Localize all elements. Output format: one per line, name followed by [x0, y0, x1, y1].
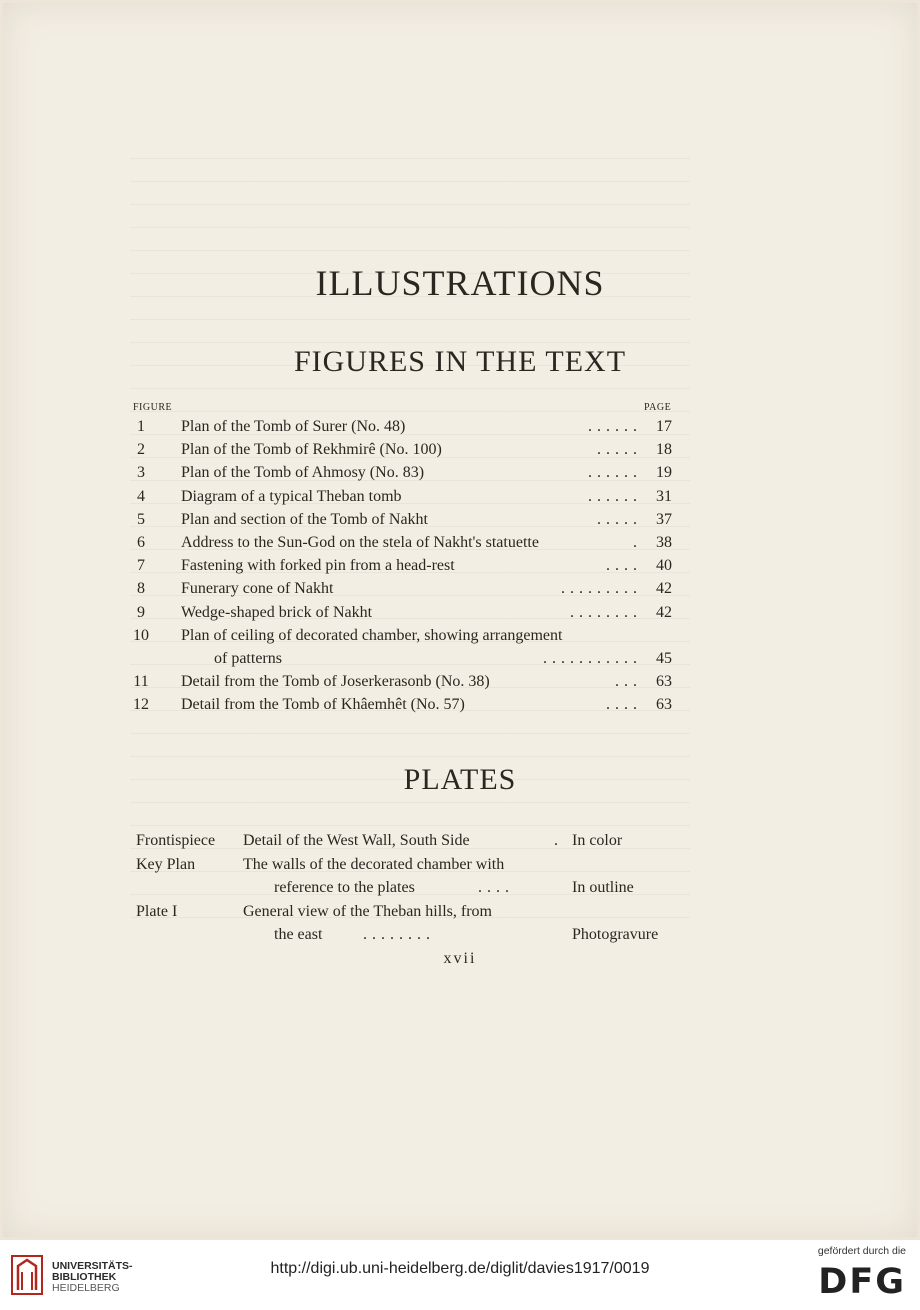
leader-dots: ...	[615, 673, 642, 691]
figure-number: 1	[137, 418, 145, 435]
figure-row	[132, 693, 672, 716]
figure-row	[132, 624, 672, 647]
plate-description: reference to the plates	[274, 879, 415, 896]
leader-dots: ....	[606, 696, 642, 714]
figure-page: 17	[656, 418, 672, 435]
plate-kind: In outline	[572, 879, 634, 896]
figure-page: 19	[656, 464, 672, 482]
figure-number: 12	[133, 696, 149, 714]
figure-row	[132, 461, 672, 484]
figure-title: Detail from the Tomb of Khâemhêt (No. 57)	[181, 696, 465, 714]
leader-dots: .	[554, 832, 563, 849]
plate-label: Plate I	[136, 902, 178, 920]
funded-by-label: gefördert durch die	[817, 1245, 906, 1257]
page-title: ILLUSTRATIONS	[315, 263, 605, 303]
figure-number: 8	[137, 580, 145, 598]
leader-dots: ......	[588, 487, 642, 505]
figure-row	[132, 485, 672, 508]
figure-column-label: FIGURE	[133, 402, 173, 413]
figure-row	[132, 647, 672, 670]
leader-dots: ....	[606, 557, 642, 575]
figure-number: 10	[133, 626, 149, 644]
leader-dots: ......	[588, 464, 642, 482]
figure-page: 63	[656, 673, 672, 691]
library-name-line3: HEIDELBERG	[52, 1282, 120, 1294]
leader-dots: .	[633, 534, 642, 551]
figure-page: 42	[656, 580, 672, 598]
leader-dots: ........	[570, 603, 642, 621]
figure-page: 45	[656, 650, 672, 667]
plate-description: General view of the Theban hills, from	[243, 902, 492, 920]
library-name-line1: UNIVERSITÄTS-	[52, 1260, 133, 1272]
figure-title: Diagram of a typical Theban tomb	[181, 487, 402, 505]
leader-dots: ......	[588, 418, 642, 435]
figure-page: 18	[656, 441, 672, 459]
plate-row	[136, 876, 676, 899]
figure-title: Plan of the Tomb of Ahmosy (No. 83)	[181, 464, 425, 482]
figure-page: 31	[656, 487, 672, 505]
plates-heading: PLATES	[403, 763, 517, 796]
figure-row	[132, 438, 672, 461]
dfg-logo: DFG	[818, 1262, 906, 1302]
figure-number: 5	[137, 510, 145, 528]
figure-number: 7	[137, 557, 145, 575]
figure-row	[132, 670, 672, 693]
figure-row	[132, 577, 672, 600]
figure-row	[132, 531, 672, 554]
figure-title: Plan of the Tomb of Rekhmirê (No. 100)	[181, 441, 442, 459]
leader-dots: ...........	[543, 650, 642, 667]
figure-page: 40	[656, 557, 672, 575]
footer-bar	[0, 1240, 920, 1310]
figure-title: Funerary cone of Nakht	[181, 580, 334, 598]
plate-label: Frontispiece	[136, 832, 216, 849]
plate-row	[136, 829, 676, 852]
leader-dots: .....	[597, 510, 642, 528]
figure-row	[132, 415, 672, 438]
page-column-label: PAGE	[644, 402, 672, 413]
plate-description: the east	[274, 926, 323, 943]
source-url[interactable]: http://digi.ub.uni-heidelberg.de/diglit/davies1917/0019	[270, 1260, 650, 1277]
figure-number: 4	[137, 487, 145, 505]
leader-dots: ........	[363, 926, 435, 943]
figure-title: Plan of ceiling of decorated chamber, showing arrangement	[181, 626, 563, 644]
figure-number: 9	[137, 603, 145, 621]
figure-title: Fastening with forked pin from a head-rest	[181, 557, 455, 575]
figure-title: Detail from the Tomb of Joserkerasonb (No. 38)	[181, 673, 490, 691]
figure-row	[132, 601, 672, 624]
plate-row	[136, 923, 676, 946]
figure-title: Plan of the Tomb of Surer (No. 48)	[181, 418, 406, 435]
plate-row	[136, 900, 676, 923]
figure-page: 42	[656, 603, 672, 621]
leader-dots: .........	[561, 580, 642, 598]
figure-page: 38	[656, 534, 672, 551]
plate-kind: In color	[572, 832, 623, 849]
figure-number: 6	[137, 534, 145, 551]
figure-title: Address to the Sun-God on the stela of Nakht's statuette	[181, 534, 539, 551]
plate-label: Key Plan	[136, 855, 196, 873]
library-name-line2: BIBLIOTHEK	[52, 1271, 117, 1283]
figure-title: Plan and section of the Tomb of Nakht	[181, 510, 428, 528]
figure-number: 2	[137, 441, 145, 459]
figure-page: 63	[656, 696, 672, 714]
figure-number: 3	[137, 464, 145, 482]
figure-number: 11	[133, 673, 149, 691]
plate-description: Detail of the West Wall, South Side	[243, 832, 470, 849]
figure-page: 37	[656, 510, 672, 528]
plate-kind: Photogravure	[572, 926, 659, 943]
leader-dots: ....	[478, 879, 514, 896]
figure-row	[132, 508, 672, 531]
figure-title: Wedge-shaped brick of Nakht	[181, 603, 373, 621]
plate-row	[136, 853, 676, 876]
plate-description: The walls of the decorated chamber with	[243, 855, 505, 873]
figure-title: of patterns	[214, 650, 282, 667]
figure-row	[132, 554, 672, 577]
figures-heading: FIGURES IN THE TEXT	[293, 345, 627, 378]
page-number: xvii	[443, 950, 477, 967]
leader-dots: .....	[597, 441, 642, 459]
